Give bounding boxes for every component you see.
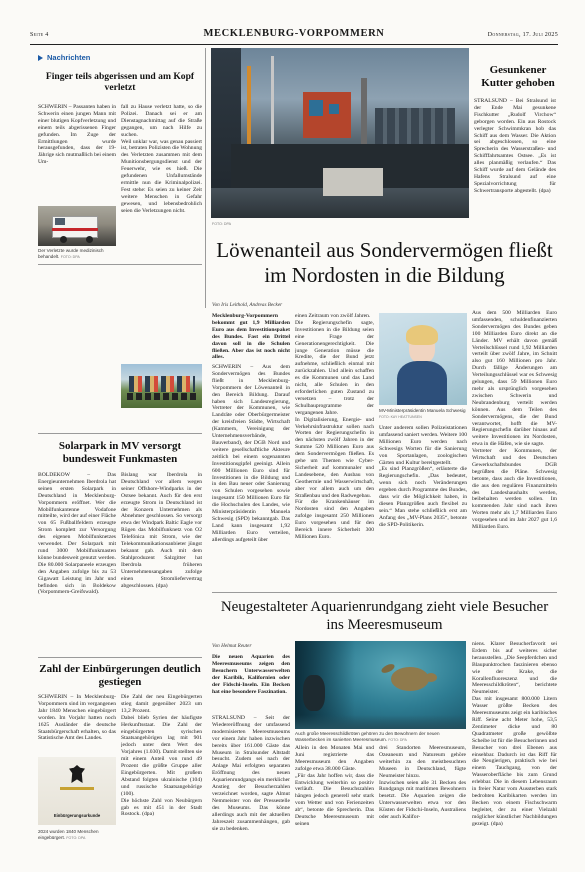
nachrichten-col1: SCHWERIN – Passanten haben in Schwerin einen jungen Mann mit einer blutigen Kopfverletzung und einem teils abgerissenen Finger gefunden. Im Zuge der Ermittlungen wurde herausgefunden, dass der 19-Jährige sich mutmaßlich bei einem Um- (38, 104, 116, 166)
triangle-icon (38, 55, 43, 61)
hansetour-col1 (38, 298, 116, 428)
cyclists-photo (121, 364, 202, 408)
lead-headline: Löwenanteil aus Sondervermögen fließt im Nordosten in die Bildung (216, 238, 553, 287)
kutter-body: STRALSUND – Bei Stralsund ist der Ende Mai gesunkene Fischkutter „Rudolf Virchow“ geborgen worden. Ein aus Rostock verlegter Schwimmkran hob das Schiff aus dem Wasser. Die Aktion sei abgeschlossen, so eine Sprecherin des Wasserstraßen- und Schifffahrtsamtes Ostsee. „Es ist alles planmäßig verlaufen.“ Das Schiff wurde auf dem Gelände des Hafens Stralsund auf eine Spezialvorrichtung für Schwertransporte abgestellt. (dpa) (474, 98, 556, 194)
solarpark-col2: Bislang war Iberdrola in Deutschland vor allem wegen seiner Offshore-Windparks in der Ostsee bekannt. Auch für den erst erzeugte Strom in Deutschland ist der Konzern Unternehmen als Abnehmer geschlossen. So versorgt etwa der Windpark Baltic Eagle vor Rügen das Mobilfunknetz von O2 Telefónica mit Strom, wie der Telekommunikationsanbieter jüngst bekannt gab. Auch mit dem Stahlproduzent Salzgitter hat Iberdrola früheren Unternehmensangaben zufolge einen Stromliefervertrag abgeschlossen. (dpa) (121, 472, 202, 589)
einbuergerungen-caption: 2024 wurden 1840 Menschen eingebürgert. FOTO: DPA (38, 829, 99, 840)
turtle-photo (295, 641, 466, 729)
lead-intro: Mecklenburg-Vorpommern bekommt gut 1,9 Milliarden Euro aus dem Investitionspaket des Bundes. Fast ein Drittel davon soll in die Schulen fließen. Aber das ist noch nicht alles. (212, 313, 290, 361)
nachrichten-col2: fall zu Hause verletzt hatte, so die Polizei. Danach sei er am Dienstagnachmittag auf die Straße gegangen, um nach Hilfe zu suchen. Weil unklar war, was genau passiert ist, betraten Polizisten die Wohnung des Verletzten zusammen mit dem Munitionsbergungsdienst und der Feuerwehr, wie es hieß. Die gefundenen Unfallumstände ermittle nun die Kriminalpolizei. Fest stehe: Es seien zu keiner Zeit weitere Menschen in Gefahr gewesen, und lebensbedrohlich seien die Verletzungen nicht. (121, 104, 202, 214)
divider (38, 657, 202, 658)
lead-col4: Aus dem 500 Milliarden Euro umfassenden, schuldenfinanzierten Sondervermögen des Bundes geben 100 Milliarden Euro direkt an die Länder. MV erhält davon gemäß Verteilschlüssel rund 1,92 Milliarden verteilt über zwölf Jahre, im Schnitt also gut 160 Millionen pro Jahr. Durch fällige Änderungen am Verteilungsschlüssel war es Schwesig gelungen, dass 59 Millionen Euro mehr als ursprünglich vorgesehen zwischen Schwerin und Neubrandenburg verteilt werden können. Aus dem Teilen des Sondervermögens, die der Bund verantwortet, hofft die MV-Regierungschefin darüber hinaus auf weitere Investitionen im Nordosten, etwa in die Häfen, wie sie sagte. Vertreter der Kommunen, der Wirtschaft und des Deutschen Gewerkschaftsbundes DGB begrüßten die Pläne. Schwesig betonte, dass auch die Investitionen, die aus den regulären Finanzmitteln des Landeshaushalts werden, beibehalten werden sollen. Im kommenden Jahr sind nach ihren Worten mehr als 1,7 Milliarden Euro vorgesehen und im Jahr 2027 gut 1,6 Milliarden Euro. (472, 310, 557, 531)
aquarien-intro: Die neuen Aquarien des Meeresmuseums zeigen den Besuchern Unterwasserwelten der Karibik, Kalifornien oder der Fidschi-Inseln. Ein Becken hat eine besondere Faszination. (212, 654, 290, 695)
section-title: MECKLENBURG-VORPOMMERN (203, 28, 385, 39)
lead-author: Von Iris Leithold, Andreas Becker (212, 302, 283, 308)
einbuergerungen-headline: Zahl der Einbürgerungen deutlich gestiegen (39, 663, 201, 688)
einbuergerungen-col2: Die Zahl der neu Eingebürgerten stieg damit gegenüber 2023 um 13,2 Prozent. Dabei blieb Syrien der häufigste Herkunftsstaat. Die Zahl der eingebürgerten syrischen Staatsangehörigen lag mit 901 jedoch unter dem Wert des Vorjahres (1.030). Damit stellten sie mit einem Anteil von rund 49 Prozent die größte Gruppe aller Eingebürgerten. Mit großem Abstand folgten ukrainische (104) und russische Staatsangehörige (100). Die höchste Zahl von Neubürgern gab es mit 451 in der Stadt Rostock. (dpa) (121, 694, 202, 818)
schwesig-photo (379, 313, 467, 405)
divider (38, 264, 202, 265)
page-number: Seite 4 (30, 32, 49, 38)
photo-credit: FOTO: KAY HEATTUNSEN (379, 414, 422, 419)
ambulance-photo (38, 206, 116, 246)
solarpark-col1: BOLDEKOW – Das Energieunternehmen Iberdrola hat seinen ersten Solarpark in Deutschland in Mecklenburg-Vorpommern eröffnet. Wer die Mobilfunkantenne Vodafone mitteilte, wird der auf einer Fläche von 65 Fußballfeldern erzeugte Strom komplett zur Versorgung des eigenen Mobilfunknetzes verwendet. Der Solarpark mit rund 3000 Mobilfunkmasten könne bundesweit genutzt werden. Die 80.000 Solarpaneele erzeugen den Angaben zufolge bis zu 53 Gigawatt Leistung im Jahr und befinden sich in Boldekow (Vorpommern-Greifswald). (38, 472, 116, 596)
photo-credit: FOTO: DPA (66, 835, 86, 840)
lead-col1: SCHWERIN – Aus dem Sondervermögen des Bundes fließt in Mecklenburg-Vorpommern der Löwenanteil in den Bereich Bildung. Darauf haben sich Landesregierung, Vertreter der Kommunen, wie Landräte oder Oberbürgermeister der kreisfreien Städte, Wirtschaft (Kammern, Vereinigung der Unternehmensverbände, Bauverband), der DGB Nord und weitere gesellschaftliche Akteure zeitlich bei einem sogenannten Investitionsgipfel geeinigt. Allein 600 Millionen Euro sind für Investitionen in die Bildung und in den Bau neuer oder Sanierung von Schulen vorgesehen sowie insgesamt 150 Millionen Euro für die Hochschulen des Landes, wie Ministerpräsidentin Manuela Schwesig (SPD) bekanntgab. Das Land kann insgesamt 1,92 Milliarden Euro verteilen, allerdings aufgeteilt über (212, 364, 290, 543)
certificate-title: Einbürgerungsurkunde (53, 813, 101, 818)
nachrichten-headline: Finger teils abgerissen und am Kopf verletzt (45, 71, 195, 93)
aquarien-col2: Allein in den Monaten Mai und Juni registrierte das Meeresmuseum den Angaben zufolge etwa 38.000 Gäste. „Für das Jahr hoffen wir, dass die Entwicklung weiterhin so positiv verläuft. Die Besuchszahlen hängen jedoch generell sehr stark vom Wetter und von Ferienzeiten ab“, betonte die Sprecherin. Das Deutsche Meeresmuseum mit seinen (295, 745, 374, 827)
divider (38, 433, 202, 434)
hansetour-col2 (121, 298, 202, 361)
shipwreck-photo-credit: FOTO: DPA (212, 222, 232, 226)
issue-date: Donnerstag, 17. Juli 2025 (487, 32, 558, 38)
aquarien-col4: niens. Klarer Besucherfavorit sei Erdem bis auf weiteres sicher herausstellen. „Die Seepferdchen und Blaupunktrochen faszinieren ebenso wie der Krake, die Korallenfluoreszenz und die Meeresschildkröten“, berichtete Neumeister. Das mit insgesamt 800.000 Litern Wasser größte Becken des Meeresmuseums zeigt ein karibisches Riff. Seine acht Meter hohe, 53,5 Zentimeter dicke und 80 Quadratmeter große gewölbte Scheibe ist für die Besucherinnen und Besucher von drei Ebenen aus einsehbar. Dadurch ist das Riff für die Neugierigen, praktisch wie bei einem Tauchgang, von der Wasseroberfläche bis zum Grund erlebbar. Die in diesem Lebensraum in freier Natur vom Aussterben stark bedrohten Karibikarten werden im Becken von einem Fischschwarm begleitet, der zu einer Vielzahl möglicher künstlicher Nachbildungen gezeigt. (dpa) (472, 641, 557, 827)
shipwreck-photo (211, 48, 469, 218)
aquarien-headline: Neugestalteter Aquarienrundgang zieht viele Besucher ins Meeresmuseum (220, 599, 549, 633)
column-rule (205, 48, 206, 308)
nachrichten-label: Nachrichten (38, 53, 90, 62)
header-rule (30, 44, 558, 45)
divider (212, 592, 557, 593)
einbuergerungen-col1: SCHWERIN – In Mecklenburg-Vorpommern sind im vergangenen Jahr 1840 Menschen eingebürgert worden. Im Vorjahr hatten noch 1625 Ausländer die deutsche Staatsbürgerschaft erhalten, so das Statistische Amt des Landes. (38, 694, 116, 742)
lead-col3: Unter anderem sollen Polizeistationen umfassend saniert werden. Weitere 100 Millionen Euro werden nach Schwesigs Worten für die Sanierung von Sportanlagen, zoologischen Gärten und Kultur bereitgestellt. „Es sind Planzgrößen“, erläuterte die Regierungschefin. „Das bedeutet, wenn sich noch Veränderungen ergeben durch Programme des Bundes, dass wir die Möglichkeit haben, in diesen Planzgrößen auch flexibel zu sein.“ Man stehe schließlich erst am Anfang des „MV-Plans 2035“, betonte die SPD-Politikerin. (379, 425, 467, 528)
aquarien-author: Von Helmut Reuter (212, 643, 252, 649)
page-header (30, 28, 558, 42)
lead-col2: einen Zeitraum von zwölf Jahren. Die Regierungschefin sagte, Investitionen in die Bildung seien eine Frage der Generationengerechtigkeit. Die junge Generation müsse die Kredite, die der Bund jetzt aufnehme, schließlich einmal mit zurückzahlen. Und allein schaffen es die Kommunen und das Land nicht, alle Schulen in den erforderlichen guten Zustand zu versetzen – trotz der Schulbauprogramme der vergangenen Jahre. In Digitalisierung, Energie- und Verkehrsinfrastruktur sollen nach Worten der Regierungschefin in den nächsten zwölf Jahren in der Summe 520 Millionen Euro aus dem Sondervermögen fließen. Es gehe um Themen wie Cyber-Sicherheit auf kommunaler und Landesebene, den Ausbau von Geothermie und Wasserwirtschaft, aber vor allem auch um den Straßenbau und den Radwegebau. Für die Krankenhäuser im Nordosten sind den Angaben zufolge insgesamt 250 Millionen Euro vorgesehen und für den Bereich innere Sicherheit 300 Millionen Euro. (295, 313, 374, 540)
turtle-caption: Auch große Meeresschildkröten gehören zu den Bewohnern der neuen Wasserbecken im sanierten Meeresmuseum. FOTO: DPA (295, 731, 440, 742)
eagle-icon (69, 765, 85, 783)
solarpark-headline: Solarpark in MV versorgt bundesweit Funkmasten (58, 440, 182, 465)
certificate-photo (38, 757, 116, 825)
kutter-headline: Gesunkener Kutter gehoben (481, 64, 555, 89)
aquarien-col3: drei Standorten Meeresmuseum, Ozeaneum und Natureum gehöre weiterhin zu den meistbesuchten Museen in Deutschland, fügte Neumeister hinzu. Inzwischen seien alle 31 Becken des Rundgangs mit maritimen Bewohnern besetzt. Die Aquarien zeigen die Unterwasserwelten etwa vor den Küsten der Fidschi-Inseln, Australiens oder auch Kalifor- (379, 745, 466, 821)
nachrichten-caption: Der Verletzte wurde medizinisch behandelt. FOTO: DPA (38, 248, 104, 259)
photo-credit: FOTO: DPA (60, 254, 80, 259)
photo-credit: FOTO: DPA (388, 737, 407, 742)
aquarien-col1: STRALSUND – Seit der Wiedereröffnung der umfassend modernisierten Meeresmuseums vor einem Jahr haben inzwischen bereits über 161.000 Gäste das Museum in Stralsunder Altstadt besucht. Zudem sei nach der Anlage Mai erfolgten separaten Eröffnung des neuen Aquarienrundgangs ein merklicher Anstieg der Besucherzahlen verzeichnet worden, sagte Almut Nemmeister von der Pressestelle des Museums. Das könne allerdings auch mit der aktuellen Jahreszeit zusammenhängen, gab sie zu bedenken. (212, 715, 290, 832)
schwesig-caption: MV-Ministerpräsidentin Manuela Schwesig FOTO: KAY HEATTUNSEN (379, 408, 466, 419)
